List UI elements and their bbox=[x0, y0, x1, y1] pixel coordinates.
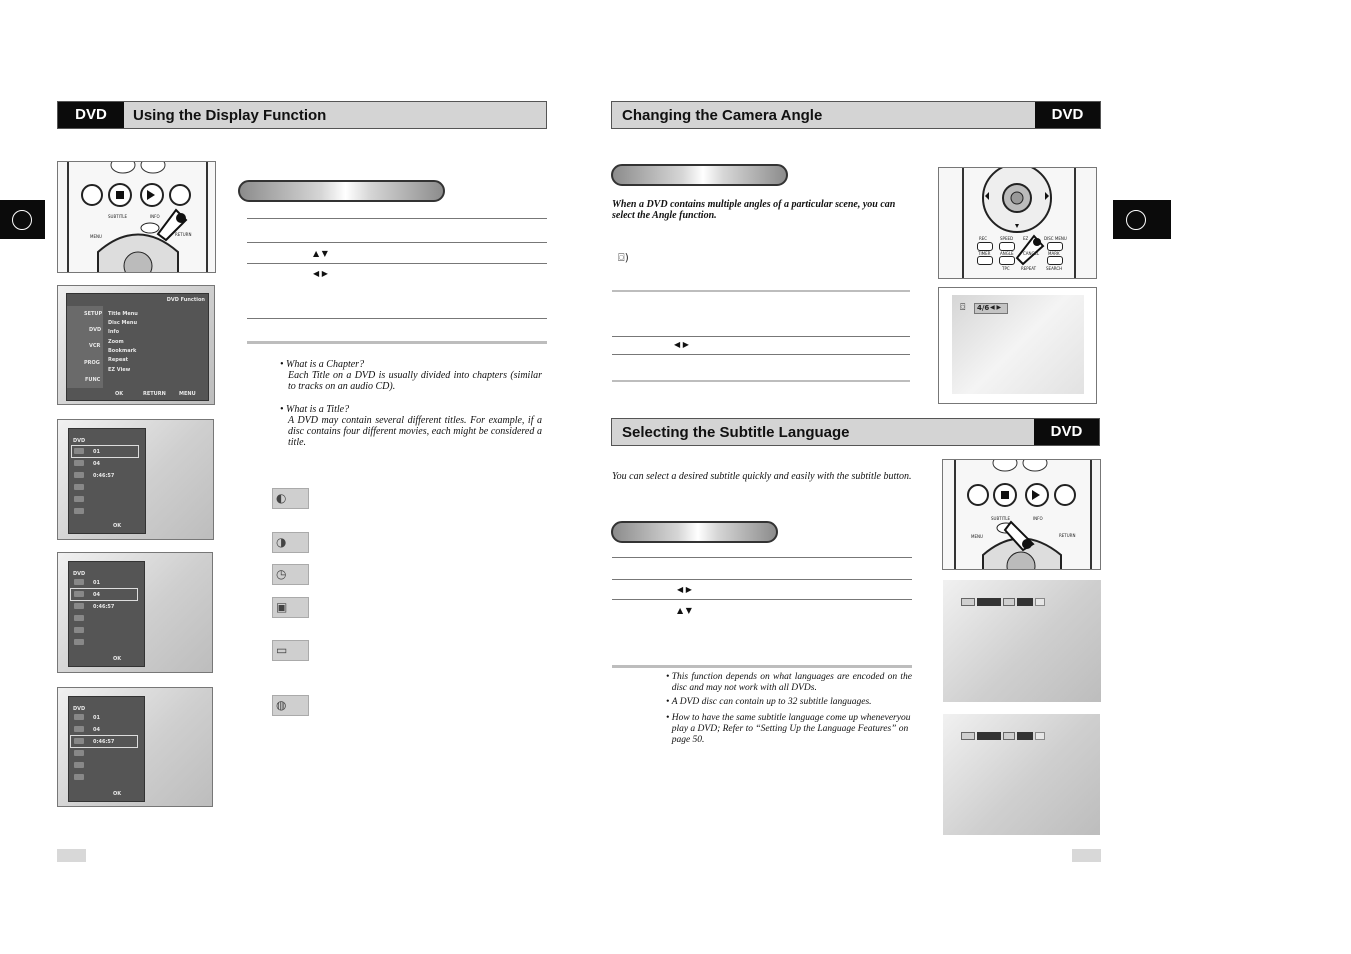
chapter-icon: ◑ bbox=[272, 532, 309, 553]
subtitle-icon: ▭ bbox=[272, 640, 309, 661]
info-3-footer: OK bbox=[113, 791, 122, 797]
note-title-a: A DVD may contain several different titles. For example, if a disc contains four different movies, each might be considered a title. bbox=[288, 415, 542, 448]
note-chapter-q: • What is a Chapter? bbox=[280, 359, 365, 370]
subtitle-remote-label-menu: MENU bbox=[971, 534, 983, 539]
angle-button bbox=[999, 256, 1015, 265]
angle-readout-arrows-icon: ◀ ▶ bbox=[990, 304, 1002, 311]
time-icon: ◷ bbox=[272, 564, 309, 585]
subtitle-section-header bbox=[611, 418, 1100, 446]
menu-item-repeat: Repeat bbox=[108, 357, 128, 363]
menu-item-title-menu: Title Menu bbox=[108, 311, 138, 317]
subtitle-note-2: • A DVD disc can contain up to 32 subtitle languages. bbox=[666, 697, 872, 707]
angle-readout-box bbox=[974, 303, 1008, 314]
subtitle-rule-2 bbox=[612, 579, 912, 580]
subtitle-2-status-icon bbox=[1003, 732, 1015, 740]
remote-label-repeat: REPEAT bbox=[1021, 266, 1037, 271]
info-3-time: 0:46:57 bbox=[93, 739, 115, 745]
info-2-header: DVD bbox=[73, 571, 86, 577]
menu-item-info: Info bbox=[108, 329, 120, 335]
angle-readout: 4/6 bbox=[977, 304, 990, 312]
angle-dvd-tag: DVD bbox=[1035, 102, 1100, 128]
left-rule-thick bbox=[247, 341, 547, 344]
remote-label-rec: REC bbox=[979, 236, 988, 241]
right-page-tab bbox=[1113, 200, 1171, 239]
info-2-footer: OK bbox=[113, 656, 122, 662]
subtitle-1-extra-icon bbox=[1035, 598, 1045, 606]
audio-icon: ▣ bbox=[272, 597, 309, 618]
remote-label-menu: MENU bbox=[90, 234, 102, 239]
menu-category-dvd: DVD bbox=[89, 327, 102, 333]
angle-rule-1 bbox=[612, 290, 910, 292]
info-panel-3 bbox=[68, 696, 145, 802]
info-3-chapter: 04 bbox=[93, 727, 100, 733]
remote-label-info: INFO bbox=[150, 214, 160, 219]
remote-label-speed: SPEED bbox=[1000, 236, 1014, 241]
menu-footer-ok: OK bbox=[115, 391, 124, 397]
subtitle-rule-thick bbox=[612, 665, 912, 668]
angle-screen bbox=[938, 287, 1097, 404]
subtitle-notes bbox=[666, 672, 912, 746]
dvd-function-menu bbox=[66, 293, 209, 401]
mark-button bbox=[1047, 256, 1063, 265]
remote-label-search: SEARCH bbox=[1046, 266, 1063, 271]
info-3-title: 01 bbox=[93, 715, 100, 721]
camera-angle-icon: ⌼) bbox=[618, 251, 629, 264]
info-screen-3 bbox=[57, 687, 213, 807]
remote-label-tpc: TPC bbox=[1002, 266, 1010, 271]
subtitle-up-down-arrows-icon: ▲ ▼ bbox=[677, 606, 692, 615]
angle-remote-image bbox=[938, 167, 1097, 279]
title-icon: ◐ bbox=[272, 488, 309, 509]
subtitle-note-3: • How to have the same subtitle language come up wheneveryou play a DVD; Refer to “Setting Up the Language Features” on page 50. bbox=[666, 713, 911, 745]
remote-label-return: RETURN bbox=[175, 232, 192, 237]
note-title bbox=[280, 404, 542, 448]
info-1-chapter: 04 bbox=[93, 461, 100, 467]
info-1-title: 01 bbox=[93, 449, 100, 455]
info-1-header: DVD bbox=[73, 438, 86, 444]
menu-category-func: FUNC bbox=[85, 377, 101, 383]
angle-icon: ◍ bbox=[272, 695, 309, 716]
left-rule-4 bbox=[247, 318, 547, 319]
left-step-pill bbox=[238, 180, 445, 202]
subtitle-2-extra-icon bbox=[1035, 732, 1045, 740]
info-2-title: 01 bbox=[93, 580, 100, 586]
angle-rule-4 bbox=[612, 380, 910, 382]
left-section-header bbox=[57, 101, 547, 129]
angle-section-header bbox=[611, 101, 1101, 129]
up-down-arrows-icon: ▲ ▼ bbox=[313, 249, 328, 258]
remote-label-disc-menu: DISC MENU bbox=[1044, 236, 1067, 241]
subtitle-section-title: Selecting the Subtitle Language bbox=[622, 424, 850, 441]
angle-section-title: Changing the Camera Angle bbox=[622, 107, 823, 124]
remote-label-ez: EZ bbox=[1023, 236, 1029, 241]
angle-screen-display bbox=[952, 295, 1084, 394]
subtitle-2-icon bbox=[961, 732, 975, 740]
subtitle-remote-label-info: INFO bbox=[1033, 516, 1043, 521]
left-right-arrows-icon: ◀ ▶ bbox=[313, 269, 328, 278]
subtitle-1-option bbox=[1017, 598, 1033, 606]
left-page-number-box bbox=[57, 849, 86, 862]
left-rule-1 bbox=[247, 218, 547, 219]
menu-item-disc-menu: Disc Menu bbox=[108, 320, 138, 326]
disc-menu-button bbox=[1047, 242, 1063, 251]
angle-rule-3 bbox=[612, 354, 910, 355]
subtitle-step-pill bbox=[611, 521, 778, 543]
subtitle-rule-1 bbox=[612, 557, 912, 558]
subtitle-1-icon bbox=[961, 598, 975, 606]
subtitle-rule-3 bbox=[612, 599, 912, 600]
subtitle-remote-image bbox=[942, 459, 1101, 570]
subtitle-2-language bbox=[977, 732, 1001, 740]
remote-label-mark: MARK bbox=[1048, 251, 1060, 256]
menu-category-setup: SETUP bbox=[84, 311, 103, 317]
left-section-title: Using the Display Function bbox=[133, 107, 327, 124]
info-screen-1 bbox=[57, 419, 214, 540]
remote-illustration bbox=[58, 162, 216, 273]
right-tab-circle bbox=[1126, 210, 1146, 230]
menu-category-prog: PROG bbox=[84, 360, 100, 366]
remote-label-angle: ANGLE bbox=[1000, 251, 1014, 256]
right-page-number-box bbox=[1072, 849, 1101, 862]
remote-label-subtitle: SUBTITLE bbox=[108, 214, 128, 219]
subtitle-bar-2 bbox=[961, 732, 1047, 740]
angle-step-pill bbox=[611, 164, 788, 186]
subtitle-2-option bbox=[1017, 732, 1033, 740]
remote-label-timer: TIMER bbox=[978, 251, 991, 256]
menu-item-zoom: Zoom bbox=[108, 339, 124, 345]
remote-label-cancel: CANCEL bbox=[1023, 251, 1040, 256]
timer-button bbox=[977, 256, 993, 265]
left-rule-2 bbox=[247, 242, 547, 243]
subtitle-bar-1 bbox=[961, 598, 1047, 606]
subtitle-dvd-tag: DVD bbox=[1034, 419, 1099, 445]
angle-display-icon: ⌼ bbox=[960, 303, 966, 313]
subtitle-remote-label-return: RETURN bbox=[1059, 533, 1076, 538]
subtitle-note-1: • This function depends on what languages are encoded on the disc and may not work with all DVDs. bbox=[666, 672, 912, 693]
note-title-q: • What is a Title? bbox=[280, 404, 350, 415]
info-1-time: 0:46:57 bbox=[93, 473, 115, 479]
left-remote-image bbox=[57, 161, 216, 273]
left-page-tab bbox=[0, 200, 45, 239]
menu-header: DVD Function bbox=[166, 297, 205, 303]
left-tab-circle bbox=[12, 210, 32, 230]
angle-rule-2 bbox=[612, 336, 910, 337]
note-chapter-a: Each Title on a DVD is usually divided into chapters (similar to tracks on an audio CD). bbox=[288, 370, 542, 392]
subtitle-screen-2 bbox=[943, 714, 1100, 835]
angle-intro-text: When a DVD contains multiple angles of a particular scene, you can select the Angle function. bbox=[612, 199, 896, 221]
info-panel-2 bbox=[68, 561, 145, 667]
rec-button bbox=[977, 242, 993, 251]
info-2-time: 0:46:57 bbox=[93, 604, 115, 610]
menu-category-vcr: VCR bbox=[89, 343, 101, 349]
info-2-chapter: 04 bbox=[93, 592, 100, 598]
note-chapter bbox=[280, 359, 542, 392]
info-panel-1 bbox=[68, 428, 146, 534]
speed-button bbox=[999, 242, 1015, 251]
subtitle-remote-label-subtitle: SUBTITLE bbox=[991, 516, 1011, 521]
left-rule-3 bbox=[247, 263, 547, 264]
menu-item-bookmark: Bookmark bbox=[108, 348, 137, 354]
subtitle-1-status-icon bbox=[1003, 598, 1015, 606]
subtitle-1-language bbox=[977, 598, 1001, 606]
subtitle-intro-text: You can select a desired subtitle quickly and easily with the subtitle button. bbox=[612, 471, 912, 482]
dvd-function-menu-screen bbox=[57, 285, 215, 405]
angle-left-right-arrows-icon: ◀ ▶ bbox=[674, 340, 689, 349]
angle-remote-illustration bbox=[939, 168, 1097, 279]
info-screen-2 bbox=[57, 552, 213, 673]
subtitle-screen-1 bbox=[943, 580, 1101, 702]
menu-item-ez-view: EZ View bbox=[108, 367, 131, 373]
left-dvd-tag: DVD bbox=[58, 102, 124, 128]
subtitle-remote-illustration bbox=[943, 460, 1101, 570]
info-1-footer: OK bbox=[113, 523, 122, 529]
menu-footer-return: RETURN bbox=[143, 391, 166, 397]
info-3-header: DVD bbox=[73, 706, 86, 712]
subtitle-left-right-arrows-icon: ◀ ▶ bbox=[677, 585, 692, 594]
menu-footer-menu: MENU bbox=[179, 391, 196, 397]
menu-category-column bbox=[67, 306, 103, 388]
